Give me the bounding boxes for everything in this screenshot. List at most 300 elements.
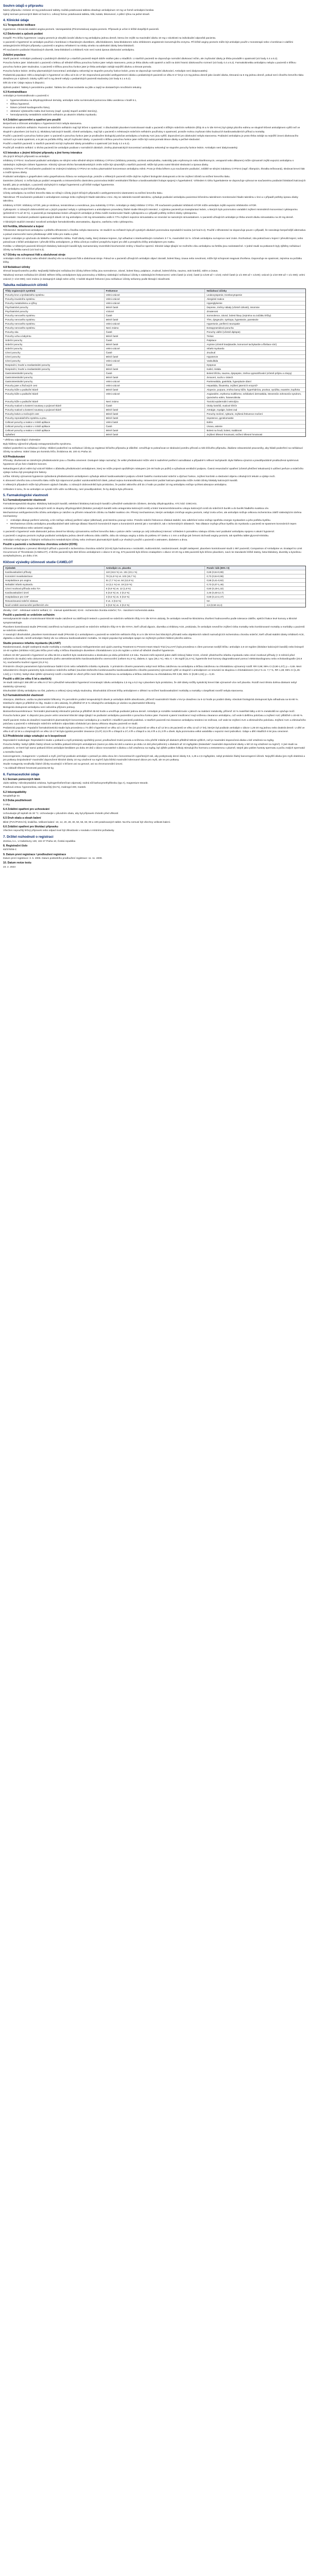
table-cell: Pankreatitida, gastritida, hyperplazie dásní <box>207 380 251 383</box>
paragraph: Blistr (PVC/PVDC/Al), krabička. Velikost balení: 10, 14, 20, 28, 30, 50, 56, 60, 90 a 100 potahovaných tablet. Na trhu nemusí být všechny velikosti balení. <box>3 821 171 824</box>
table-row <box>4 371 305 376</box>
table-cell: 110 (16,6 %) vs. 151 (23,1 %) <box>105 570 205 574</box>
table-row <box>4 425 305 429</box>
table-header-cell: Frekvence <box>105 289 205 293</box>
paragraph: Porucha funkce ledvin: Změny plazmatických koncentrací amlodipinu nekorelují se stupněm poruchy funkce ledvin, proto se doporučuje normální dávkování. Amlodipin není dialyzovatelný. <box>3 70 208 73</box>
paragraph: Kancerogeneze, mutageneze: U potkanů a myší, jimž byl podáván amlodipin v potravě po dobu dvou let v koncentracích vypočtených tak, aby poskytovaly denní dávky 0,5, 1,25 a 2,5 mg/kg/den, nebyl prokázán žádný kancerogenní účinek. Nejvyšší dávka (pro myši obdobná a pro potkany dvojnásobná* maximální doporučené klinické dávky 10 mg vztažené na mg/m²) byla blízká maximální tolerované dávce pro myši, ale ne pro potkany. <box>3 755 305 762</box>
paragraph: Amlodipin může mít mírný nebo středně závažný vliv na schopnost řídit a obsluhovat stroje. Pokud se u pacientů užívajících amlodipin objeví závratě, bolest hlavy, únava nebo nevolnost, může být schopnost reagovat zhoršena. Doporučuje se opatrnost, zejména na počátku léčby. <box>3 258 302 264</box>
table-cell: Třes, dysgeuzie, synkopa, hypestezie, parestezie <box>207 318 259 321</box>
table-cell: Poruchy oka <box>4 330 105 334</box>
subsection-heading: Zvláštní populace <box>3 53 26 57</box>
subsection-heading: 5.3 Předklinické údaje vztahující se k bezpečnosti <box>3 735 66 738</box>
table-cell: Poruchy kůže a podkožní tkáně <box>4 392 105 399</box>
table-cell: Velmi vzácné <box>105 347 205 350</box>
table-cell: 0 vs. 4 (0,6 %) <box>105 599 205 603</box>
table-row <box>4 603 305 607</box>
subsection-heading: 4.2 Dávkování a způsob podání <box>3 32 43 36</box>
table-cell: Časté <box>105 404 205 408</box>
table-row <box>4 314 305 318</box>
table-cell: Srdeční poruchy <box>4 347 105 350</box>
table-cell: Angioedém, erythema multiforme, exfoliativní dermatitida, Stevensův-Johnsonův syndrom, Quinckeho edém, fotosenzitivita <box>207 392 302 399</box>
table-row <box>4 591 305 595</box>
table-row <box>4 595 305 599</box>
paragraph: U pacientů s anginou pectoris zvyšuje podávání amlodipinu jednou denně celkovou dobu zátěže, dobu do nástupu anginy a dobu do poklesu ST úseku o 1 mm a snižuje jak četnost záchvatů anginy pectoris, tak spotřebu tablet glycerol-trinitrátu. <box>3 534 269 537</box>
table-cell: Časté <box>105 338 205 342</box>
paragraph: Mechanismus antihypertenzního účinku amlodipinu je založen na přímém relaxačním účinku na hladké svalstvo cév. Přesný mechanismus, kterým amlodipin zmírňuje anginu pectoris, nebyl zcela určen, ale amlodipin snižuje celkovou ischemickou zátěž následujícími dvěma mechanismy: <box>3 511 302 518</box>
table-header-cell: Poměr rizik (95% CI) <box>207 566 230 569</box>
subsection-heading: 4.3 Kontraindikace <box>3 90 27 94</box>
intro-paragraph-2: Úplný seznam pomocných látek viz bod 6.1. Lékový forma: potahovaná tableta, bílá, kulatá, bikonvexní, s půlicí rýhou na jedné straně. <box>3 13 150 16</box>
paragraph: * na základě tělesné hmotnosti pacienta 50 kg <box>3 767 54 770</box>
subsection-heading: 4.6 Fertilita, těhotenství a kojení <box>3 225 44 228</box>
table-cell: 0,59 (0,14-2,47) <box>207 595 224 598</box>
table-cell: Méně časté <box>105 416 205 420</box>
table-cell: Psychiatrické poruchy <box>4 310 105 313</box>
table-cell: Poruchy vidění (včetně diplopie) <box>207 330 241 333</box>
paragraph: Farmakoterapeutická skupina: Blokátory kalciových kanálů, selektivní blokátory kalciových kanálů s převážně vaskulárním účinkem, deriváty dihydropyridinu. ATC kód: C08CA01. <box>3 503 197 506</box>
paragraph: Způsob podání: Tablety k perorálnímu podání. Tabletu lze užívat nezávisle na jídle a zapíjí se dostatečným množstvím tekutiny. <box>3 86 142 89</box>
subsection-heading: Použití u dětí (ve věku 6 let a starších) <box>3 677 52 681</box>
paragraph: Zentiva, k.s., U Kabelovny 130, 102 37 Praha 10, Česká republika <box>3 840 76 843</box>
table-cell: Méně časté <box>105 429 205 432</box>
table-cell: Méně časté <box>105 408 205 412</box>
paragraph: Uchovávejte při teplotě do 30 °C. Uchovávejte v původním obalu, aby byl přípravek chráněn před vlhkostí. <box>3 812 119 815</box>
paragraph: Děti do 6 let: Údaje nejsou k dispozici. <box>3 82 45 85</box>
table-row <box>4 408 305 412</box>
table-cell: Velmi vzácné <box>105 322 205 326</box>
table-row <box>4 293 305 297</box>
table-cell: Zvracení, sucho v ústech <box>207 376 233 379</box>
table-cell: Zmatenost <box>207 310 218 313</box>
paragraph: Podávání amlodipinu s grapefruitem nebo grapefruitovou šťávou se nedoporučuje, protože u některých pacientů může dojít ke zvýšení biologické dostupnosti a tím ke zvýšení účinků na snížení krevního tlaku. <box>3 176 230 179</box>
document-title: Souhrn údajů o přípravku <box>3 4 43 8</box>
section-heading: 4. Klinické údaje <box>3 19 29 23</box>
subsection-heading: 6.3 Doba použitelnosti <box>3 799 32 803</box>
table-cell: Poruchy kůže a podkožní tkáně <box>4 400 105 403</box>
paragraph: Starší pacienti: Amlodipin podávaný v podobných dávkách je u starších pacientů stejně dobře snášen jako u mladších. U starších pacientů se doporučuje normální dávkovací režim, ale zvyšování dávky je třeba provádět s opatrností (viz body 4.4 a 5.2). <box>3 58 278 61</box>
paragraph: Primárním cílovým parametrem byla kombinace fatální ICHS nebo nefatálního infarktu myokardu. V primárním cílovém parametru nebyl mezi léčbou založenou na amlodipinu a léčbou založenou na chlortalidonu významný rozdíl: RR 0,98; 95% CI (0,90-1,07); p = 0,65. Mezi sekundárními cílovými parametry byla incidence srdečního selhání (součást složeného kombinovaného kardiovaskulárního cílového parametru) významně vyšší ve skupině s amlodipinem ve srovnání se skupinou s chlortalidonem (10,2 % vs. 7,7 %, RR 1,38; 95% CI [1,25-1,52]; p < 0,001). Nebyl však zjištěn významný rozdíl v mortalitě ze všech příčin mezi léčbou založenou na amlodipinu a léčbou založenou na chlortalidonu RR 0,96; 95% CI [0,89-1,02]; p = 0,20. <box>3 666 302 676</box>
table-header-cell: Třídy orgánových systémů <box>4 289 105 293</box>
table-cell: Méně časté <box>105 433 205 436</box>
table-cell: Časté <box>105 363 205 367</box>
table-cell: Časté <box>105 314 205 317</box>
table-cell: Leukocytopenie, trombocytopenie <box>207 293 243 296</box>
subsection-heading: 6.5 Druh obalu a obsah balení <box>3 817 41 820</box>
paragraph: Porucha funkce jater: K dispozici jsou pouze velmi omezené klinické údaje týkající se podávání amlodipinu pacientům s poruchou funkce jater. Pacienti s jaterní insuficiencí mají sníženou clearance amlodipinu, což vede k delšímu poločasu a zvýšení AUC přibližně o 40-60 %. <box>3 715 303 718</box>
table-cell: Edém <box>207 420 213 423</box>
table-header-row <box>4 289 305 293</box>
table-cell: Velmi vzácné <box>105 380 205 383</box>
table-row <box>4 306 305 310</box>
paragraph: Účinnost amlodipinu v prevenci klinických příhod u pacientů s ischemickou chorobou srdeční (ICHS) byla hodnocena v nezávislé, multicentrické, randomizované, dvojitě zaslepené, placebem kontrolované studii 1 997 pacientů; Comparison of Amlodipine vs. Enalapril to Limit Occurrences of Thrombosis (CAMELOT). Z těchto pacientů bylo 663 léčeno amlodipinem v dávce 5-10 mg, 673 pacientů bylo léčeno enalaprilem v dávce 10-20 mg a 655 pacientů bylo léčeno placebem, navíc ke standardní léčbě statiny, beta-blokátory, diuretiky a kyselinou acetylsalicylovou, po dobu 2 let. <box>3 547 302 558</box>
table-cell: Srdeční poruchy <box>4 338 105 342</box>
paragraph: Hlášení podezření na nežádoucí účinky: Hlášení podezření na nežádoucí účinky po registraci léčivého přípravku je důležité. Umožňuje to pokračovat ve sledování poměru přínosů a rizik léčivého přípravku. Žádáme zdravotnické pracovníky, aby hlásili podezření na nežádoucí účinky na adresu: Státní ústav pro kontrolu léčiv, Šrobárova 48, 100 41 Praha 10. <box>3 447 303 454</box>
table-cell: Poruchy močení, nykturie, zvýšená frekvence močení <box>207 412 263 415</box>
table-cell: Méně časté <box>105 306 205 309</box>
paragraph: Randomizovaná, dvojitě zaslepená studie morbidity a mortality nazvaná Antihypertensive and Lipid-Lowering Treatment to Prevent Heart Attack Trial (ALLHAT) byla provedena s cílem porovnat novější léčbu: amlodipin 2,5-10 mg/den (blokátor kalciových kanálů) nebo lisinopril 10-40 mg/den (inhibitor ACE) jako léčbu první volby s léčbou thiazidovým diuretikem chlortalidonem 12,5-25 mg/den u mírné až středně závažné hypertenze. <box>3 646 304 653</box>
table-cell: Hospitalizace pro CHF <box>4 595 105 599</box>
table-cell: Toxická epidermální nekrolýza <box>207 400 238 403</box>
paragraph: Pacienti se srdečním selháním: Pacienti se srdečním selháním mají být léčeni s opatrností. V dlouhodobé placebem kontrolované studii u pacientů s těžkým srdečním selháním (třídy III a IV dle NYHA) byl výskyt plicního edému ve skupině léčené amlodipinem vyšší než ve skupině s placebem (viz bod 5.1). Blokátory kalciových kanálů, včetně amlodipinu, mají být u pacientů s městnavým srdečním selháním používány s opatrností, protože mohou zvyšovat riziko budoucích kardiovaskulárních příhod a mortality. <box>3 127 300 133</box>
table-cell: Méně časté <box>105 376 205 379</box>
subsection-heading: 4.8 Nežádoucí účinky <box>3 265 30 269</box>
paragraph: Při současném podávání thiazidových diuretik, beta-blokátorů a inhibitorů ACE není nutná úprava dávkování amlodipinu. <box>3 49 135 52</box>
paragraph: Amlodipin nebyl spojen s žádnými nežádoucími metabolickými účinky nebo změnami plazmatických lipidů a je vhodný k použití u pacientů s astmatem, diabetem a dnou. <box>3 539 188 542</box>
table-row <box>4 326 305 330</box>
paragraph: * většinou odpovídající cholestáze <box>3 438 41 442</box>
subsection-heading: 9. Datum první registrace / prodloužení registrace <box>3 853 66 856</box>
table-row <box>4 583 305 587</box>
subsection-heading: Studie prevence infarktu myokardu (ALLHAT) <box>3 641 61 645</box>
table-row <box>4 334 305 338</box>
table-cell: Koronární revaskularizace <box>4 574 105 578</box>
table-row <box>4 297 305 301</box>
table-row <box>4 570 305 574</box>
bullet-item: • hypersenzitivitou na dihydropyridinové deriváty, amlodipin nebo na kteroukoli pomocnou látku uvedenou v bodě 6.1, <box>10 99 306 103</box>
table-cell: Impotence, gynekomastie <box>207 416 234 419</box>
paragraph: Dospělí: Pro léčbu hypertenze i anginy pectoris je obvyklá úvodní dávka 5 mg amlodipinu jednou denně, kterou lze zvýšit na maximální dávku 10 mg v závislosti na individuální odpovědi pacienta. <box>3 37 216 40</box>
data-table <box>3 289 306 437</box>
paragraph: Všechen nepoužitý léčivý přípravek nebo odpad musí být zlikvidován v souladu s místními požadavky. <box>3 829 115 833</box>
table-cell: Velmi vzácné <box>105 301 205 305</box>
table-row <box>4 587 305 591</box>
table-cell: Poruchy svalové a kosterní soustavy a pojivové tkáně <box>4 404 105 408</box>
table-cell: 2,46 (0,48-12,7) <box>207 591 224 594</box>
table-cell: Poruchy jater a žlučových cest <box>4 384 105 387</box>
table-cell: Infarkt myokardu <box>207 347 225 350</box>
data-table <box>3 566 306 607</box>
table-cell: Artralgie, myalgie, bolest zad <box>207 408 237 411</box>
table-row <box>4 301 305 306</box>
table-cell: Časté <box>105 371 205 375</box>
table-row <box>4 400 305 404</box>
subsection-heading: 6.1 Seznam pomocných látek <box>3 777 41 781</box>
table-cell: Časté <box>105 351 205 354</box>
paragraph: Celkem 33 357 pacientů s hypertenzí ve věku 55 let a starších bylo randomizováno a sledováno po dobu průměrně 4,9 roku. Pacienti měli nejméně jeden další rizikový faktor ICHS, včetně: předchozího infarktu myokardu nebo cévní mozkové příhody (> 6 měsíců před zařazením do studie) nebo dokumentovaného jiného aterosklerotického kardiovaskulárního onemocnění (celkem 51,5 %), diabetu 2. typu (36,1 %), HDL-C < 35 mg/dl (11,6 %), hypertrofie levé komory diagnostikované pomocí elektrokardiogramu nebo echokardiografie (20,9 %), současného kouření cigaret (21,9 %). <box>3 654 302 664</box>
table-cell: Časté <box>105 330 205 334</box>
subsection-heading: 4.1 Terapeutické indikace <box>3 24 36 27</box>
table-cell: Velmi vzácné <box>105 384 205 387</box>
table-cell: Respirační, hrudní a mediastinální poruchy <box>4 367 105 371</box>
paragraph: 3 roky. <box>3 804 11 807</box>
table-cell: Celkové poruchy a reakce v místě aplikace <box>4 420 105 424</box>
table-row <box>4 318 305 322</box>
table-cell: 0,73 (0,54-0,98) <box>207 574 224 578</box>
table-cell: 51 (7,7 %) vs. 84 (12,8 %) <box>105 579 205 582</box>
table-cell: Psychiatrické poruchy <box>4 306 105 309</box>
subsection-heading: 10. Datum revize textu <box>3 861 31 865</box>
table-cell: Dyspnoe <box>207 363 216 366</box>
bullet-item: • Amlodipin dilatuje periferní arterioly, a tím snižuje celkový periferní odpor (afterload), proti kterému pracuje srdce. Protože srdeční frekvence zůstává stabilní, toto odlehčení srdce snižuje spotřebu energie myokardem a jeho potřebu kyslíku. <box>10 519 306 522</box>
paragraph: Použití u pacientů s poruchou funkce jater: U pacientů s poruchou funkce jater je prodloužen biologický poločas amlodipinu a hodnoty AUC jsou vyšší; doporučení pro dávkování nebyla stanovena. Podávání amlodipinu je proto třeba zahájit na nejnižší úrovni dávkovacího rozmezí a je nutná opatrnost, a to jak na počátku léčby, tak při zvyšování dávky. U pacientů s těžkou poruchou funkce jater může být nutná pomalá titrace dávky a pečlivé sledování. <box>3 134 299 142</box>
table-cell: Kašel, rinitida <box>207 367 221 370</box>
subsection-heading: 6.4 Zvláštní opatření pro uchovávání <box>3 808 49 811</box>
table-cell: 0,69 (0,54-0,88) <box>207 570 224 573</box>
table-cell: Méně časté <box>105 355 205 359</box>
table-row <box>4 338 305 343</box>
intro-paragraph-1: Název přípravku: Amlosin 10 mg potahované tablety. Každá potahovaná tableta obsahuje amlodipinum 10 mg ve formě amlodipini besilas. <box>3 9 154 12</box>
section-heading: Klíčové výsledky účinnosti studie CAMELOT <box>3 560 73 564</box>
paragraph: Porucha fertility: Nebyl zjištěn žádný účinek na fertilitu potkanů léčených amlodipinem (samci po dobu 64 dnů a samice po dobu 14 dnů před pářením) v dávkách až 10 mg/kg/den (8násobek* maximální doporučené dávky u lidí 10 mg vztažené na mg/m²). V jiné studii na potkanech, ve které byli samci potkanů léčeni amlodipin-besilátem po dobu 30 dnů v dávce srovnatelné s dávkou u lidí vztaženou na mg/kg, byl zjištěn pokles folikuly stimulujícího hormonu a testosteronu v plazmě, stejně jako pokles hustoty spermatu a počtu zralých spermatid a Sertoliho buněk. <box>3 743 305 754</box>
paragraph: U pacientů s hypertenzí se amlodipin používá v kombinaci s thiazidovým diuretikem, alfa-blokátorem, beta-blokátorem nebo inhibitorem angiotenzin konvertujícího enzymu. Při léčbě anginy pectoris může být amlodipin použit v monoterapii nebo v kombinaci s dalšími antianginózními léčivými přípravky u pacientů s anginou refrakterní na nitráty a/nebo na adekvátní dávky beta-blokátorů. <box>3 41 294 48</box>
paragraph: Vliv amlodipinu na jiné léčivé přípravky: <box>3 188 46 191</box>
paragraph: Těhotenství: Bezpečnost amlodipinu v průběhu těhotenství u člověka nebyla stanovena. Ve studiích na zvířatech byla při vysokých dávkách pozorována reprodukční toxicita (viz bod 5.3). Použití v těhotenství se doporučuje pouze v případě, že neexistuje bezpečnější alternativa a pokud onemocnění samo představuje větší riziko pro matku a plod. <box>3 229 306 236</box>
table-cell: Kardiovaskulární příhody <box>4 570 105 574</box>
paragraph: Porucha funkce jater: Dávkování u pacientů s lehkou až středně těžkou poruchou funkce jater nebylo stanoveno, proto je třeba dávku volit opatrně a začít na dolní hranici dávkovacího rozmezí (viz body 4.4 a 5.2). Farmakokinetika amlodipinu nebyla u pacientů s těžkou poruchou funkce jater studována. U pacientů s těžkou poruchou funkce jater je třeba amlodipin zahájit nejnižší dávkou a titrovat pomalu. <box>3 62 296 69</box>
section-heading: Tabulka nežádoucích účinků <box>3 283 48 287</box>
section-heading: 6. Farmaceutické údaje <box>3 772 40 776</box>
paragraph: Induktory CYP3A4: Při současném podávání se známými induktory CYP3A4 se mohou plazmatické koncentrace amlodipinu měnit. Proto je třeba během a po současném podávání, zvláště se silnými induktory CYP3A4 (např. rifampicin, třezalka tečkovaná), sledovat krevní tlak a zvážit úpravu dávky. <box>3 167 305 175</box>
table-cell: Méně časté <box>105 367 205 371</box>
subsection-heading: 8. Registrační číslo <box>3 844 28 848</box>
table-cell: Somnolence, závrať, bolest hlavy (zejména na začátku léčby) <box>207 314 271 317</box>
table-cell: 6 (0,9 %) vs. 12 (1,8 %) <box>105 587 205 590</box>
table-cell: Velmi vzácné <box>105 293 205 297</box>
paragraph: Byly hlášeny výjimečné případy extrapyramidového syndromu. <box>3 443 72 446</box>
table-cell: Deprese, změny nálady (včetně úzkosti), insomnie <box>207 306 260 309</box>
paragraph: Reprodukční toxikologie: Reprodukční studie u potkanů a myší prokázaly opožděný porod, prodloužené trvání porodu a sníženou míru přežití mláďat při dávkách přibližně 50krát vyšších, než je maximální doporučená dávka u lidí vztažená na mg/kg. <box>3 739 274 742</box>
table-cell: Méně časté <box>105 412 205 416</box>
paragraph: Inhibitory mTOR: Inhibitory mTOR, jako je sirolimus, temsirolimus a everolimus, jsou substráty CYP3A. Amlodipin je slabý inhibitor CYP3A. Při současném podávání inhibitorů mTOR může amlodipin zvýšit expozici inhibitorům mTOR. <box>3 204 257 207</box>
table-cell: 0,73 (0,37-1,46) <box>207 583 224 586</box>
paragraph: Zkratky: CHF - městnavé srdeční selhání; CI - interval spolehlivosti; ICHS - ischemická choroba srdeční; TIA - tranzitorní ischemická ataka. <box>3 609 155 612</box>
table-row <box>4 351 305 355</box>
paragraph: Biologická dostupnost amlodipinu není ovlivněna příjmem potravy. <box>3 706 76 709</box>
table-cell: Velmi vzácné <box>105 359 205 363</box>
table-cell: Cévní poruchy <box>4 355 105 359</box>
table-cell: Srdeční poruchy <box>4 343 105 346</box>
bullet-item: • hemodynamicky nestabilním srdečním selháním po akutním infarktu myokardu. <box>10 113 306 117</box>
table-cell: Vaskulitida <box>207 359 218 362</box>
paragraph: V navazující dlouhodobé, placebem kontrolované studii (PRAISE-2) s amlodipinem u pacientů se srdečním selháním třídy III a IV dle NYHA bez klinických příznaků nebo objektivních nálezů naznačujících ischemickou chorobu srdeční, kteří užívali stabilní dávky inhibitorů ACE, digitalisu a diuretik, neměl amlodipin žádný vliv na celkovou kardiovaskulární mortalitu. Ve stejné populaci byl amlodipin spojen se zvýšeným počtem hlášení plicního edému. <box>3 634 304 640</box>
table-cell: Únava, astenie <box>207 425 222 428</box>
table-cell: Méně časté <box>105 318 205 321</box>
paragraph: Tabulkový seznam nežádoucích účinků: Během léčby amlodipinem byly pozorovány a hlášeny následující nežádoucí účinky s následujícími frekvencemi: velmi časté (≥ 1/10); časté (≥ 1/100 až < 1/10); méně časté (≥ 1/1 000 až < 1/100); vzácné (≥ 1/10 000 až < 1/1 000); velmi vzácné (< 1/10 000); není známo (z dostupných údajů nelze určit). V každé skupině frekvencí jsou nežádoucí účinky seřazeny podle klesající závažnosti. <box>3 274 305 281</box>
table-cell: Alergické reakce <box>207 297 225 300</box>
table-row <box>4 392 305 400</box>
table-cell: Zrudnutí <box>207 351 216 354</box>
table-row <box>4 359 305 363</box>
paragraph: Příznaky: Zkušenosti se záměrným předávkováním jsou u člověka omezené. Dostupné údaje naznačují, že velké předávkování může vést k nadměrné periferní vazodilataci a případně k reflexní tachykardii. Byla hlášena výrazná a pravděpodobně prodloužená systémová hypotenze až po šok s fatálním koncem. <box>3 460 299 466</box>
table-cell: 5 (0,8 %) vs. 2 (0,3 %) <box>105 603 205 607</box>
table-cell: Poruchy nervového systému <box>4 322 105 326</box>
paragraph: Starší pacienti: Doba do dosažení maximálních plazmatických koncentrací amlodipinu je u starších i mladších pacientů podobná. U starších pacientů má clearance amlodipinu tendenci se snižovat, což vede ke zvýšení AUC a eliminačního poločasu. Zvýšení AUC a eliminačního poločasu u pacientů s městnavým srdečním selháním odpovídalo očekávání pro danou věkovou skupinu pacientů ve studii. <box>3 719 306 725</box>
table-cell: Poruchy kůže a podkožní tkáně <box>4 388 105 392</box>
subsection-heading: Použití u pacientů se srdečním selháním <box>3 613 55 617</box>
subsection-heading: 4.9 Předávkování <box>3 455 25 459</box>
table-cell: Kardiovaskulární úmrtí <box>4 591 105 595</box>
paragraph: Neuplatňuje se. <box>3 795 21 798</box>
table-cell: Poruchy metabolismu a výživy <box>4 301 105 305</box>
document <box>0 0 309 873</box>
paragraph: Shrnutí bezpečnostního profilu: Nejčastěji hlášenými nežádoucími účinky během léčby jsou somnolence, závrať, bolest hlavy, palpitace, zrudnutí, bolest břicha, nauzea, otok kotníků, edém a únava. <box>3 270 218 273</box>
table-cell: Velmi časté <box>105 420 205 424</box>
table-cell: Gastrointestinální poruchy <box>4 380 105 383</box>
paragraph: Amlodipin je inhibitor vstupu kalciových iontů ze skupiny dihydropyridinů (blokátor pomalých kanálů nebo antagonista kalciových iontů) a brání transmembránovému vstupu kalciových iontů do srdečních buněk a do buněk hladkého svalstva cév. <box>3 507 269 510</box>
table-header-cell: Nežádoucí účinky <box>207 289 227 292</box>
table-cell: Méně časté <box>105 343 205 346</box>
table-row <box>4 355 305 359</box>
paragraph: Jádro tablety: mikrokrystalická celulosa, hydrogenfosforečnan vápenatý, sodná sůl karboxymethylškrobu (typ A), magnesium-stearát. <box>3 782 148 785</box>
paragraph: Použití u starších pacientů: U starších pacientů má být zvyšování dávky prováděno s opatrností (viz body 4.2 a 5.2). <box>3 143 130 146</box>
paragraph: Amlodipin je kontraindikován u pacientů s: <box>3 95 49 98</box>
table-row <box>4 322 305 326</box>
paragraph: Vliv jiných léčivých přípravků na amlodipin: <box>3 156 50 159</box>
paragraph: Ve studii zahrnující 268 dětí ve věku 6-17 let s převážně sekundární hypertenzí srovnávající dávku amlodipinu 2,5 mg a 5,0 mg s placebem bylo prokázáno, že obě dávky snížily systolický krevní tlak významně více než placebo. Rozdíl mezi těmito dvěma dávkami nebyl statisticky významný. <box>3 682 297 688</box>
table-cell: Hepatitida, žloutenka, zvýšení jaterních enzymů* <box>207 384 258 387</box>
paragraph: Datum první registrace: 3. 5. 2006. Datum posledního prodloužení registrace: 11. 11. 2009. <box>3 857 102 860</box>
table-cell: Méně časté <box>105 334 205 338</box>
table-row <box>4 380 305 384</box>
table-cell: Alopecie, purpura, změna barvy kůže, hyperhidróza, pruritus, vyrážka, exantém, kopřivka <box>207 388 300 391</box>
paragraph: Hypertenze. Chronická stabilní angina pectoris. Vazospastická (Prinzmetalova) angina pectoris. Přípravek je určen k léčbě dospělých pacientů. <box>3 28 160 31</box>
table-cell: Hypotenze <box>207 355 218 358</box>
table-cell: Extrapyramidová porucha <box>207 326 234 329</box>
table-cell: Poruchy reprodukčního systému a prsu <box>4 416 105 420</box>
table-cell: Nefatální infarkt myokardu <box>4 583 105 586</box>
table-cell: Bolest břicha, nauzea, dyspepsie, změna vyprazdňování (včetně průjmu a zácpy) <box>207 371 292 375</box>
paragraph: Placebem kontrolovaná studie (PRAISE) zaměřená na hodnocení pacientů se srdečním selháním třídy III-IV dle NYHA, kteří užívali digoxin, diuretika a inhibitory ACE, prokázala, že amlodipin nevedl ke zvýšení rizika mortality nebo kombinované mortality a morbidity u pacientů se srdečním selháním. <box>3 625 305 632</box>
table-cell: 2,6 (0,50-13,4) <box>207 603 222 606</box>
table-cell: Cévní poruchy <box>4 359 105 363</box>
subsection-heading: 6.2 Inkompatibility <box>3 790 27 794</box>
table-cell: Otoky kotníků, svalové křeče <box>207 404 237 407</box>
subsection-heading: 6.6 Zvláštní opatření pro likvidaci přípravku <box>3 825 58 828</box>
table-row <box>4 384 305 388</box>
table-row <box>4 404 305 408</box>
paragraph: Cyklosporin: U zdravých dobrovolníků ani u jiných populací nebyly s cyklosporinem a amlodipinem provedeny žádné studie lékových interakcí, s výjimkou pacientů po transplantaci ledvin, u kterých bylo pozorováno variabilní zvýšení minimálních koncentrací cyklosporinu (průměrně 0 % až 40 %). U pacientů po transplantaci ledvin užívajících amlodipin je třeba zvážit monitorování hladin cyklosporinu a v případě potřeby snížení dávky cyklosporinu. <box>3 208 298 215</box>
table-cell: Časté <box>105 425 205 428</box>
table-cell: Gastrointestinální poruchy <box>4 376 105 379</box>
table-cell: Poruchy ucha a labyrintu <box>4 334 105 338</box>
table-cell: Palpitace <box>207 338 217 342</box>
paragraph: Studie mutagenity neodhalily žádné účinky související s léčivem ani na genové, ani na chromozomální úrovni. <box>3 763 123 766</box>
paragraph: 23. 2. 2023 <box>3 866 16 869</box>
table-row <box>4 388 305 392</box>
paragraph: V některých případech může být přínosem výplach žaludku. U zdravých dobrovolníků bylo prokázáno, že podání aktivního uhlí do 2 hodin po podání 10 mg amlodipinu snižuje rychlost absorpce amlodipinu. <box>3 484 227 487</box>
subsection-heading: 5.2 Farmakokinetické vlastnosti <box>3 694 44 698</box>
table-cell: Resuscitovaná srdeční zástava <box>4 599 105 603</box>
bullet-item: • šokem (včetně kardiogenního šoku), <box>10 106 306 110</box>
paragraph: Hemodynamické studie a kontrolované klinické studie založené na zátěžových testech u pacientů se srdečním selháním třídy II-IV dle NYHA ukázaly, že amlodipin nevedl ke klinickému zhoršení hodnoceného podle tolerance zátěže, ejekční frakce levé komory a klinické symptomatologie. <box>3 618 297 624</box>
section-heading: 5. Farmakologické vlastnosti <box>3 493 48 497</box>
table-cell: Poruchy ledvin a močových cest <box>4 412 105 416</box>
paragraph: Inhibitory CYP3A4: Současné podávání amlodipinu se silnými nebo středně silnými inhibitory CYP3A4 (inhibitory proteázy, azolová antimykotika, makrolidy jako erythromycin nebo klarithromycin, verapamil nebo diltiazem) může významně zvýšit expozici amlodipinu s následným zvýšeným rizikem hypotenze. Klinický význam těchto farmakokinetických změn může být výraznější u starších pacientů. Může být proto nutné klinické sledování a úprava dávky. <box>3 160 294 166</box>
table-cell: NA <box>207 599 210 602</box>
table-row <box>4 420 305 425</box>
table-cell: 0,58 (0,41-0,82) <box>207 579 224 582</box>
paragraph: Vzhledem k tomu, že se amlodipin ve vysoké míře váže na bílkoviny, není pravděpodobné, že by dialýza byla přínosná. <box>3 488 133 491</box>
paragraph: Absorpce, distribuce, vazba na plazmatické bílkoviny: Po perorálním podání terapeutických dávek je amlodipin dobře absorbován, přičemž maximálních hladin v krvi je dosaženo za 6-12 hodin po podání dávky. Absolutní biologická dostupnost byla odhadnuta na 64-80 %. Distribuční objem je přibližně 21 l/kg. Studie in vitro ukázaly, že přibližně 97,5 % cirkulujícího amlodipinu je vázáno na plazmatické bílkoviny. <box>3 698 299 705</box>
subsection-heading: 4.5 Interakce s jinými léčivými přípravky a jiné formy interakce <box>3 151 82 155</box>
paragraph: Nekardiogenní plicní edém byl vzácně hlášen v důsledku předávkování amlodipinem, který se může projevit opožděným nástupem (24-48 hodin po požití) a vyžadovat ventilační podporu. Časná resuscitační opatření (včetně přetížení tekutinami) k udržení perfuze a srdečního výdeje mohou být precipitujícími faktory. <box>3 467 304 474</box>
subsection-heading: 4.7 Účinky na schopnost řídit a obsluhovat stroje <box>3 253 66 257</box>
table-cell: Bolest na hrudi, bolest, malátnost <box>207 429 242 432</box>
table-cell: Celkové poruchy a reakce v místě aplikace <box>4 425 105 428</box>
paragraph: Kojení: Amlodipin je vylučován do lidského mateřského mléka. Podíl dávky matky, který dostane kojenec, byl odhadnut s interkvartilovým rozsahem 3-7 %, maximálně 15 %. Účinek amlodipinu na kojence není znám. Rozhodnutí, zda pokračovat v kojení / přerušit kojení, nebo pokračovat v léčbě amlodipinem / přerušit léčbu amlodipinem, je třeba učinit po zvážení prospěchu kojení pro dítě a prospěchu léčby amlodipinem pro matku. <box>3 237 303 244</box>
subsection-heading: 4.4 Zvláštní upozornění a opatření pro použití <box>3 118 61 122</box>
table-cell: Gastrointestinální poruchy <box>4 371 105 375</box>
table-cell: Poruchy svalové a kosterní soustavy a pojivové tkáně <box>4 408 105 412</box>
table-cell: Poruchy nervového systému <box>4 314 105 317</box>
table-cell: Méně časté <box>105 388 205 392</box>
paragraph: K obnovení cévního tonu a krevního tlaku může být nápomocné podání vazokonstrikčních látek, pokud nejsou kontraindikovány. Intravenózní podání kalcium-glukonátu může zvrátit účinky blokády kalciových kanálů. <box>3 480 238 483</box>
paragraph: Fertilita: U některých pacientů léčených blokátory kalciových kanálů byly zaznamenány reverzibilní biochemické změny v hlavičce spermií. Klinické údaje týkající se možného vlivu amlodipinu na fertilitu jsou nedostatečné. V jedné studii na potkanech byly zjištěny nežádoucí účinky na fertilitu samců (viz bod 5.3). <box>3 245 301 252</box>
table-row <box>4 429 305 433</box>
subsection-heading: 5.1 Farmakodynamické vlastnosti <box>3 498 46 502</box>
table-row <box>4 416 305 420</box>
table-row <box>4 330 305 334</box>
table-cell: Respirační, hrudní a mediastinální poruchy <box>4 363 105 367</box>
table-row <box>4 433 305 436</box>
table-cell: Vzácné <box>105 310 205 313</box>
paragraph: Léčba: Klinicky významná hypotenze způsobená předávkováním amlodipinem vyžaduje aktivní kardiovaskulární podporu včetně častého monitorování srdeční a dýchací funkce, zvýšení končetin a sledování objemu cirkulujících tekutin a výdeje moči. <box>3 475 276 478</box>
table-cell: Není známo <box>105 326 205 330</box>
table-row <box>4 310 305 314</box>
table-cell: Cévní poruchy <box>4 351 105 354</box>
table-cell: 3 (0,5 %) vs. 5 (0,8 %) <box>105 595 205 599</box>
table-cell: Hyperglykemie <box>207 301 222 304</box>
table-cell: Velmi vzácné <box>105 297 205 301</box>
section-heading: 7. Držitel rozhodnutí o registraci <box>3 835 54 839</box>
paragraph: Pediatrická populace: Populační farmakokinetická studie byla provedena u 74 dětí s hypertenzí ve věku od 1 do 17 let (34 pacientů ve věku 6 až 12 let a 28 pacientů ve věku 13 až 17 let), kterým byl podáván amlodipin v dávce 1,25-20 mg jednou nebo dvakrát denně. U dětí ve věku 6 až 12 let a u dospívajících ve věku 13-17 let byla typická perorální clearance (CL/F) 22,5 l/h u chlapců a 27,4 l/h u chlapců a 16,4 l/h a 21,3 l/h u dívek. Byla pozorována velká variabilita v expozici mezi jednotlivci. Údaje u dětí mladších 6 let jsou omezené. <box>3 727 305 734</box>
paragraph: 83/379/06-C <box>3 849 17 852</box>
table-cell: Poruchy nervového systému <box>4 318 105 321</box>
table-header-row <box>4 566 305 570</box>
table-cell: Poruchy nervového systému <box>4 326 105 330</box>
table-cell: 5 (0,8 %) vs. 2 (0,3 %) <box>105 591 205 595</box>
table-cell: Zvýšení tělesné hmotnosti, snížení tělesné hmotnosti <box>207 433 263 436</box>
table-cell: Vyšetření <box>4 433 105 436</box>
paragraph: Účinky amlodipinu na snížení krevního tlaku se sčítají s účinky jiných léčivých přípravků s antihypertenzními vlastnostmi na snížení krevního tlaku. <box>3 192 163 195</box>
table-row <box>4 412 305 416</box>
paragraph: Simvastatin: Současné podávání opakovaných dávek 10 mg amlodipinu s 80 mg simvastatinu vedlo k 77% zvýšení expozice simvastatinu ve srovnání se samotným simvastatinem. U pacientů užívajících amlodipin je třeba omezit dávku simvastatinu na 20 mg denně. <box>3 216 294 219</box>
table-cell: Poruchy krve a lymfatického systému <box>4 293 105 297</box>
table-row <box>4 343 305 347</box>
table-cell: Hypertonie, periferní neuropatie <box>207 322 240 325</box>
table-cell: Velmi vzácné <box>105 392 205 399</box>
paragraph: Dantrolen (infuze): U zvířat byla po podání verapamilu a intravenózního dantrolenu pozorována letální ventrikulární fibrilace a kardiovaskulární kolaps spojený s hyperkalemií. Vzhledem k riziku hyperkalemie se doporučuje vyhnout se současnému podávání blokátorů kalciových kanálů, jako je amlodipin, u pacientů náchylných k maligní hypertermii a při léčbě maligní hypertermie. <box>3 180 306 187</box>
table-header-cell: Amlodipin vs. placebo <box>105 566 205 570</box>
table-cell: Arytmie (včetně bradykardie, komorové tachykardie a fibrilace síní) <box>207 343 277 346</box>
table-cell: 78 (11,8 %) vs. 103 (15,7 %) <box>105 574 205 578</box>
table-row <box>4 376 305 380</box>
table-cell: 14 (2,1 %) vs. 19 (2,9 %) <box>105 583 205 586</box>
paragraph: Bezpečnost a účinnost amlodipinu v hypertenzní krizi nebyla stanovena. <box>3 123 82 126</box>
table-row <box>4 363 305 367</box>
table-cell: Tinitus <box>207 334 214 337</box>
bullet-item: • Mechanismus účinku amlodipinu pravděpodobně také zahrnuje dilataci hlavních koronárních tepen a koronárních arteriol jak v normálních, tak v ischemických oblastech. Tato dilatace zvyšuje přísun kyslíku do myokardu u pacientů se spasmem koronárních tepen (Prinzmetalova nebo variantní angina). <box>10 522 306 530</box>
table-row <box>4 367 305 371</box>
table-row <box>4 599 305 603</box>
table-row <box>4 347 305 351</box>
paragraph: V klinických studiích interakcí neovlivnil amlodipin farmakokinetiku atorvastatinu, digoxinu, warfarinu nebo cyklosporinu. <box>3 221 134 224</box>
bullet-item: • obstrukcí výtokového traktu levé komory (např. vysoký stupeň aortální stenózy), <box>10 110 306 113</box>
table-cell: Nově vzniklé onemocnění periferních cév <box>4 603 105 607</box>
table-row <box>4 579 305 583</box>
table-row <box>4 574 305 579</box>
subsection-heading: Použití u pacientů s ischemickou chorobou srdeční (ICHS) <box>3 543 78 547</box>
table-cell: Celkové poruchy a reakce v místě aplikace <box>4 429 105 432</box>
paragraph: Pediatrická populace: Děti a dospívající s hypertenzí ve věku od 6 do 17 let: Doporučená perorální antihypertenzní dávka u pediatrických pacientů ve věku 6-17 let je 2,5 mg jednou denně jako úvodní dávka, titrovaná na 5 mg jednou denně, pokud není cílového krevního tlaku dosaženo po 4 týdnech. Dávky vyšší než 5 mg denně nebyly u pediatrických pacientů studovány (viz body 5.1 a 5.2). <box>3 74 304 81</box>
table-cell: Hospitalizace pro anginu <box>4 579 105 582</box>
table-cell: Poruchy imunitního systému <box>4 297 105 301</box>
paragraph: Použití při renálním selhání: U těchto pacientů lze amlodipin podávat v normálních dávkách. Změny plazmatických koncentrací amlodipinu nekorelují se stupněm poruchy funkce ledvin. Amlodipin není dialyzovatelný. <box>3 147 238 150</box>
paragraph: Dlouhodobé účinky amlodipinu na růst, pubertu a celkový vývoj nebyly studovány. Dlouhodobá účinnost léčby amlodipinem v dětství na snížení kardiovaskulární morbidity a mortality v dospělosti rovněž nebyla stanovena. <box>3 689 244 692</box>
paragraph: Takrolimus: Při současném podávání s amlodipinem existuje riziko zvýšených hladin takrolimu v krvi. Aby se zabránilo toxicitě takrolimu, vyžaduje podávání amlodipinu pacientovi léčenému takrolimem monitorování hladin takrolimu v krvi a v případě potřeby úpravu dávky takrolimu. <box>3 196 298 203</box>
bullet-item: • těžkou hypotenzí, <box>10 103 306 106</box>
document-body <box>3 18 306 869</box>
